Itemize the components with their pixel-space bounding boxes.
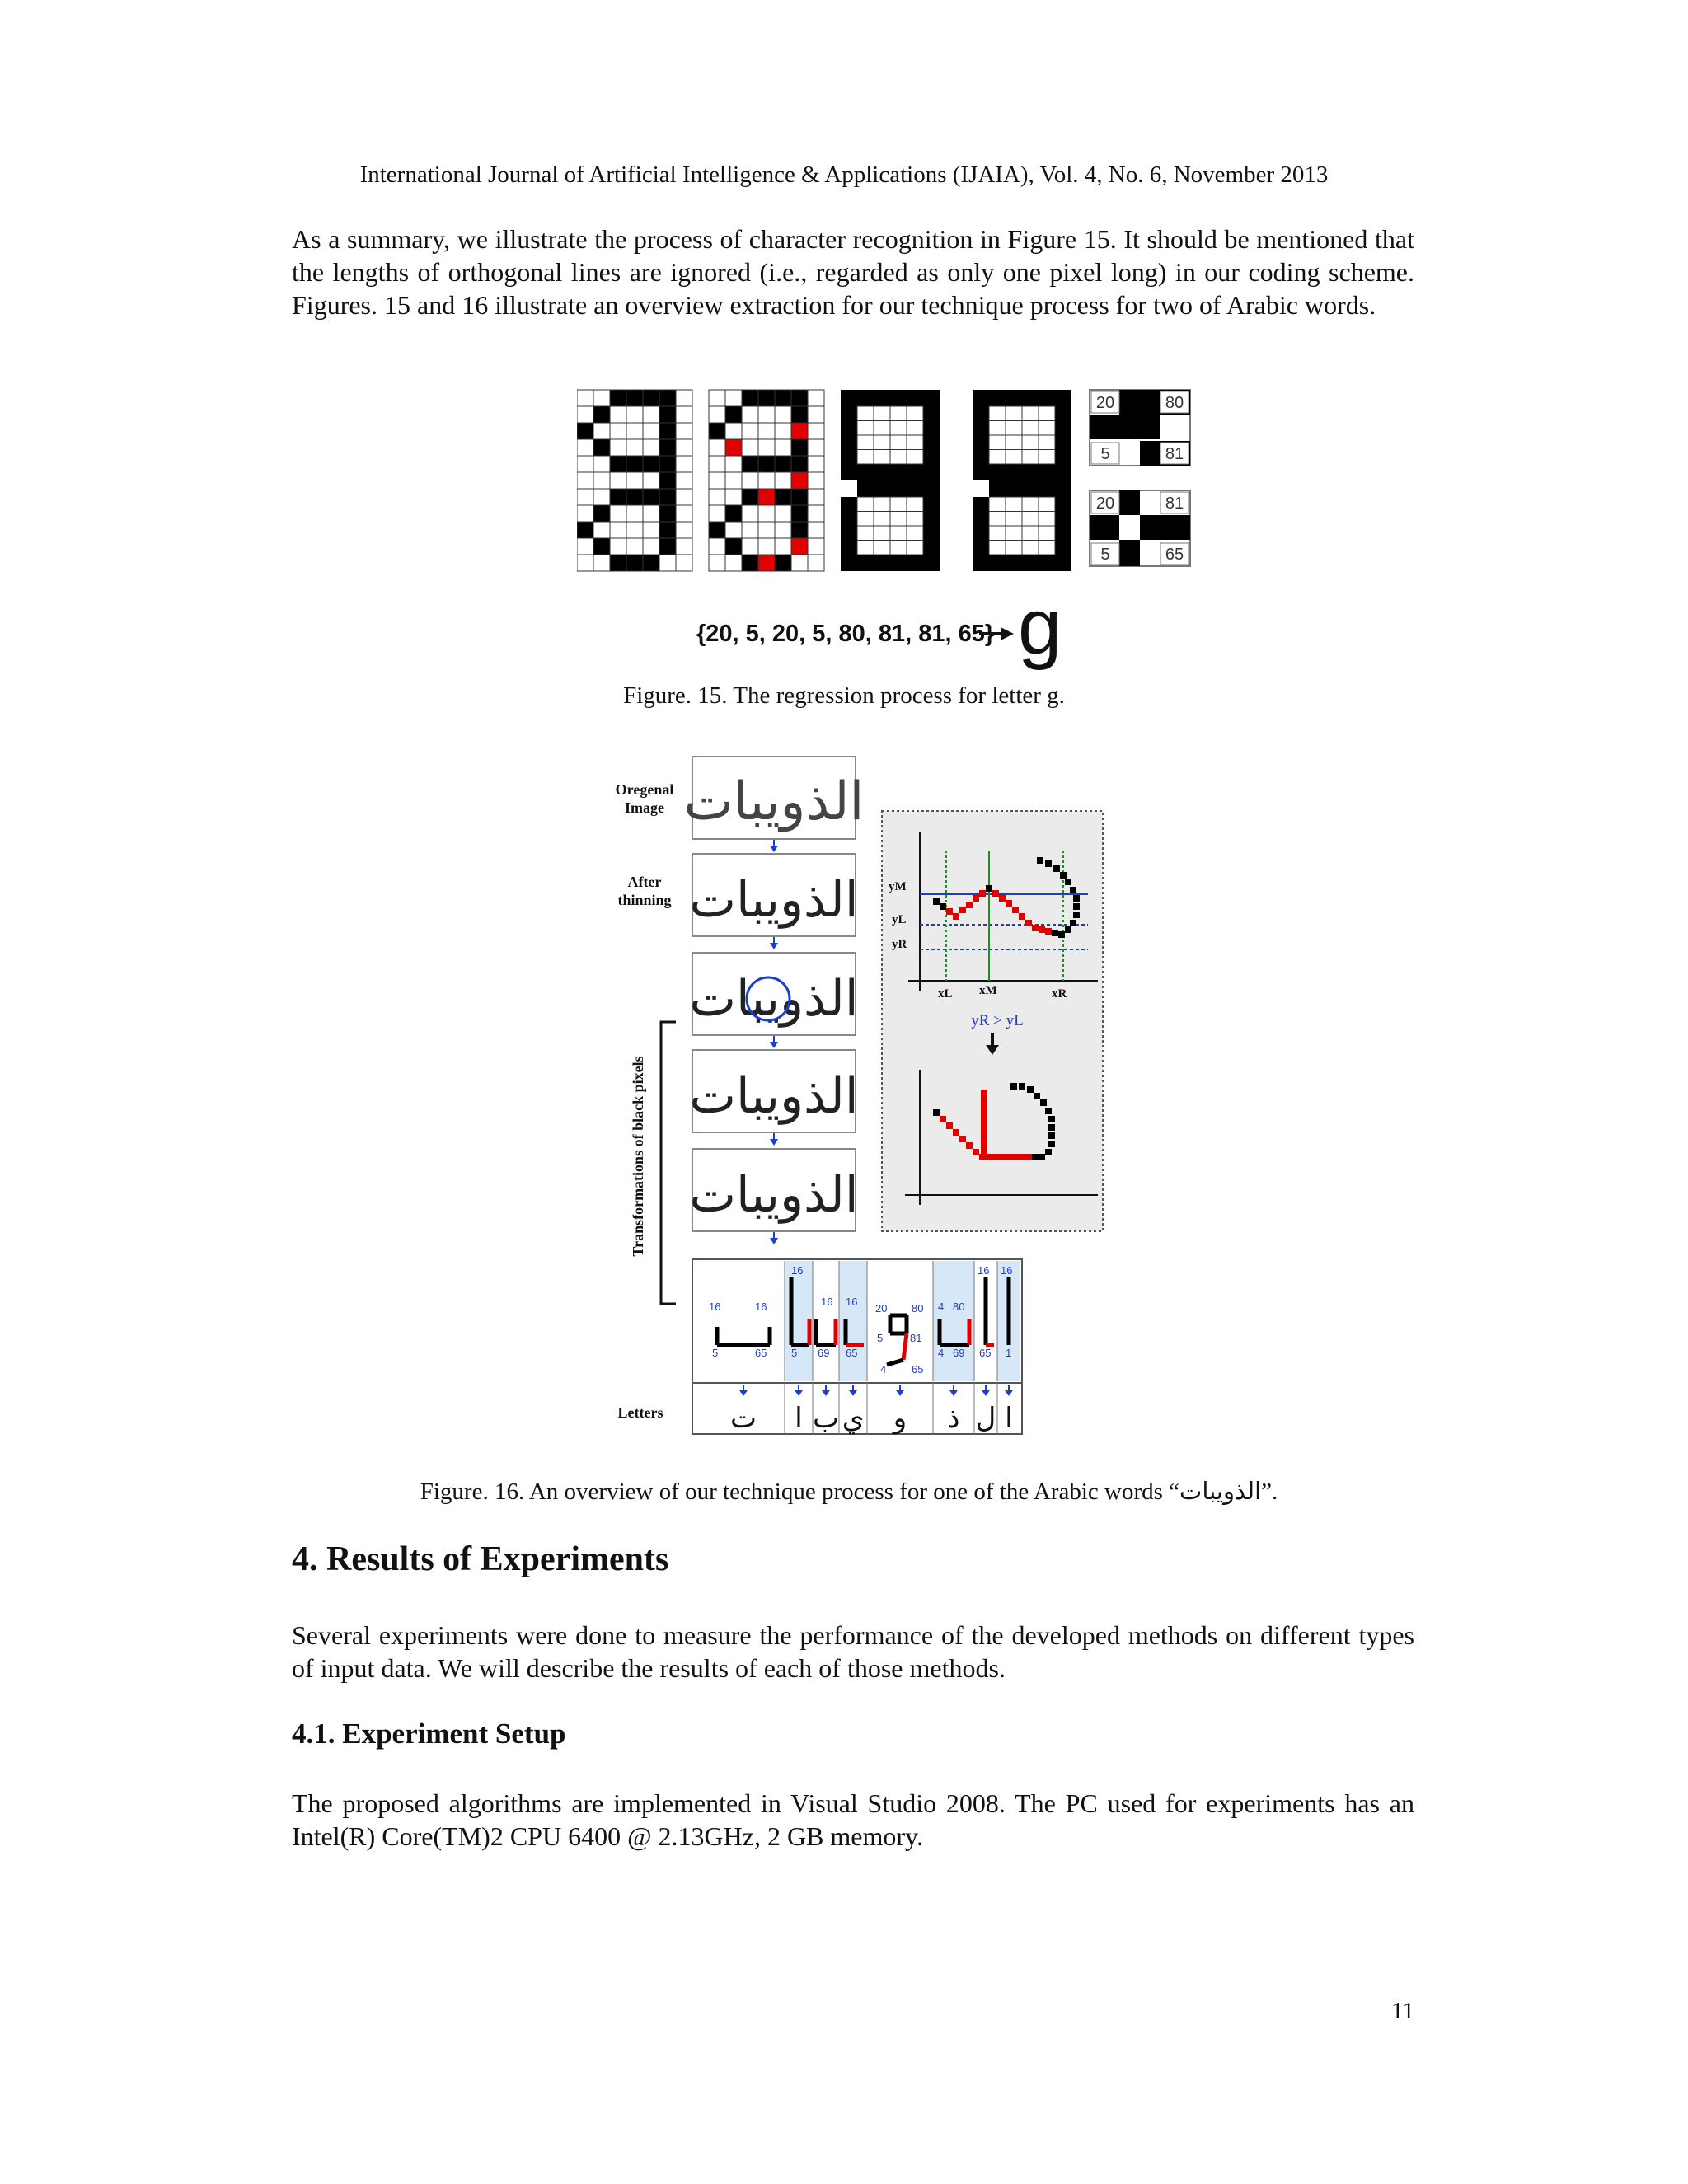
seg-code: 16 bbox=[846, 1296, 858, 1308]
figure-15 bbox=[577, 383, 1203, 680]
graph-label-yR: yR bbox=[892, 938, 907, 951]
section-4-paragraph: Several experiments were done to measure the performance of the developed methods on different types of input data. We will describe the results of each of those methods. bbox=[292, 1620, 1414, 1683]
graph-label-yM: yM bbox=[889, 880, 907, 893]
word-original: الذويبات bbox=[683, 771, 865, 831]
code-label: 20 bbox=[1095, 394, 1115, 412]
word-transform-3: الذويبات bbox=[689, 1167, 859, 1222]
code-label: 81 bbox=[1165, 445, 1184, 463]
graph-label-xM: xM bbox=[979, 984, 997, 997]
graph-label-yL: yL bbox=[892, 913, 907, 926]
letter-glyph: ذ bbox=[947, 1403, 960, 1434]
seg-code: 69 bbox=[953, 1347, 965, 1359]
letter-glyph: و bbox=[893, 1403, 907, 1434]
seg-code: 16 bbox=[755, 1301, 767, 1313]
code-label: 20 bbox=[1095, 494, 1115, 513]
label-original-2: Image bbox=[625, 799, 664, 816]
intro-paragraph: As a summary, we illustrate the process of character recognition in Figure 15. It should be mentioned that the lengths of orthogonal lines are ignored (i.e., regarded as only one pixel long) in our coding scheme. Figures. 15 and 16 illustrate an overview extraction for our technique process for two of Arabic words. bbox=[292, 224, 1414, 320]
code-label: 5 bbox=[1100, 546, 1110, 564]
result-letter: g bbox=[1018, 583, 1062, 671]
figure-16-caption: Figure. 16. An overview of our technique process for one of the Arabic words “الذويبات”. bbox=[420, 1479, 1278, 1505]
code-sequence: {20, 5, 20, 5, 80, 81, 81, 65} bbox=[696, 621, 995, 647]
seg-code: 1 bbox=[1006, 1347, 1012, 1359]
code-label: 65 bbox=[1165, 546, 1184, 564]
seg-code: 81 bbox=[910, 1332, 922, 1344]
label-thinning-1: After bbox=[627, 874, 662, 890]
letter-glyph: ا bbox=[1005, 1403, 1013, 1434]
seg-code: 16 bbox=[791, 1264, 804, 1277]
figure-16 bbox=[593, 750, 1121, 1442]
word-panels bbox=[684, 757, 865, 1231]
letter-glyph: ل bbox=[975, 1403, 996, 1434]
seg-code: 5 bbox=[791, 1347, 798, 1359]
letters-row bbox=[692, 1383, 1022, 1435]
figure-15-caption: Figure. 15. The regression process for letter g. bbox=[623, 682, 1065, 709]
graph-condition: yR > yL bbox=[971, 1012, 1024, 1029]
seg-code: 16 bbox=[1001, 1264, 1013, 1277]
regression-graph-panel bbox=[882, 811, 1103, 1231]
transformations-bracket bbox=[661, 1022, 676, 1304]
seg-code: 16 bbox=[978, 1264, 990, 1277]
seg-code: 4 bbox=[938, 1301, 945, 1313]
seg-code: 16 bbox=[821, 1296, 833, 1308]
code-label: 81 bbox=[1165, 494, 1184, 513]
segmentation-panel bbox=[692, 1259, 1022, 1383]
seg-code: 5 bbox=[877, 1332, 884, 1344]
seg-code: 4 bbox=[880, 1363, 887, 1376]
word-transform-2: الذويبات bbox=[689, 1068, 859, 1123]
graph-label-xR: xR bbox=[1052, 987, 1067, 1001]
seg-code: 4 bbox=[938, 1347, 945, 1359]
word-thinned: الذويبات bbox=[689, 872, 859, 927]
label-original-1: Oregenal bbox=[615, 781, 674, 798]
code-label: 80 bbox=[1165, 394, 1184, 412]
seg-code: 65 bbox=[979, 1347, 992, 1359]
section-4-heading: 4. Results of Experiments bbox=[292, 1540, 669, 1578]
seg-code: 65 bbox=[912, 1363, 924, 1376]
running-head: International Journal of Artificial Intelligence & Applications (IJAIA), Vol. 4, No. 6, November 2013 bbox=[359, 162, 1329, 188]
section-4-1-paragraph: The proposed algorithms are implemented in Visual Studio 2008. The PC used for experiments has an Intel(R) Core(TM)2 CPU 6400 @ 2.13GHz, 2 GB memory. bbox=[292, 1788, 1414, 1851]
figure-15-code-tiles bbox=[1090, 390, 1190, 566]
seg-code: 69 bbox=[818, 1347, 830, 1359]
seg-code: 65 bbox=[846, 1347, 858, 1359]
letter-glyph: ب bbox=[812, 1403, 840, 1434]
label-letters: Letters bbox=[617, 1404, 663, 1421]
section-4-1-heading: 4.1. Experiment Setup bbox=[292, 1718, 566, 1750]
graph-label-xL: xL bbox=[938, 987, 953, 1001]
seg-code: 80 bbox=[953, 1301, 965, 1313]
seg-code: 20 bbox=[875, 1302, 888, 1315]
code-label: 5 bbox=[1100, 445, 1110, 463]
seg-code: 80 bbox=[912, 1302, 924, 1315]
seg-code: 65 bbox=[755, 1347, 767, 1359]
word-transform-1: الذويبات bbox=[689, 971, 859, 1026]
seg-code: 5 bbox=[712, 1347, 719, 1359]
letter-glyph: ا bbox=[795, 1403, 803, 1434]
label-transformations: Transformations of black pixels bbox=[630, 1056, 646, 1257]
label-thinning-2: thinning bbox=[617, 892, 672, 908]
figure-15-pixel-panels bbox=[577, 390, 1071, 571]
seg-code: 16 bbox=[709, 1301, 721, 1313]
page-number: 11 bbox=[1391, 1998, 1414, 2024]
letter-glyph: ت bbox=[729, 1403, 757, 1434]
letter-glyph: ي bbox=[842, 1403, 865, 1434]
